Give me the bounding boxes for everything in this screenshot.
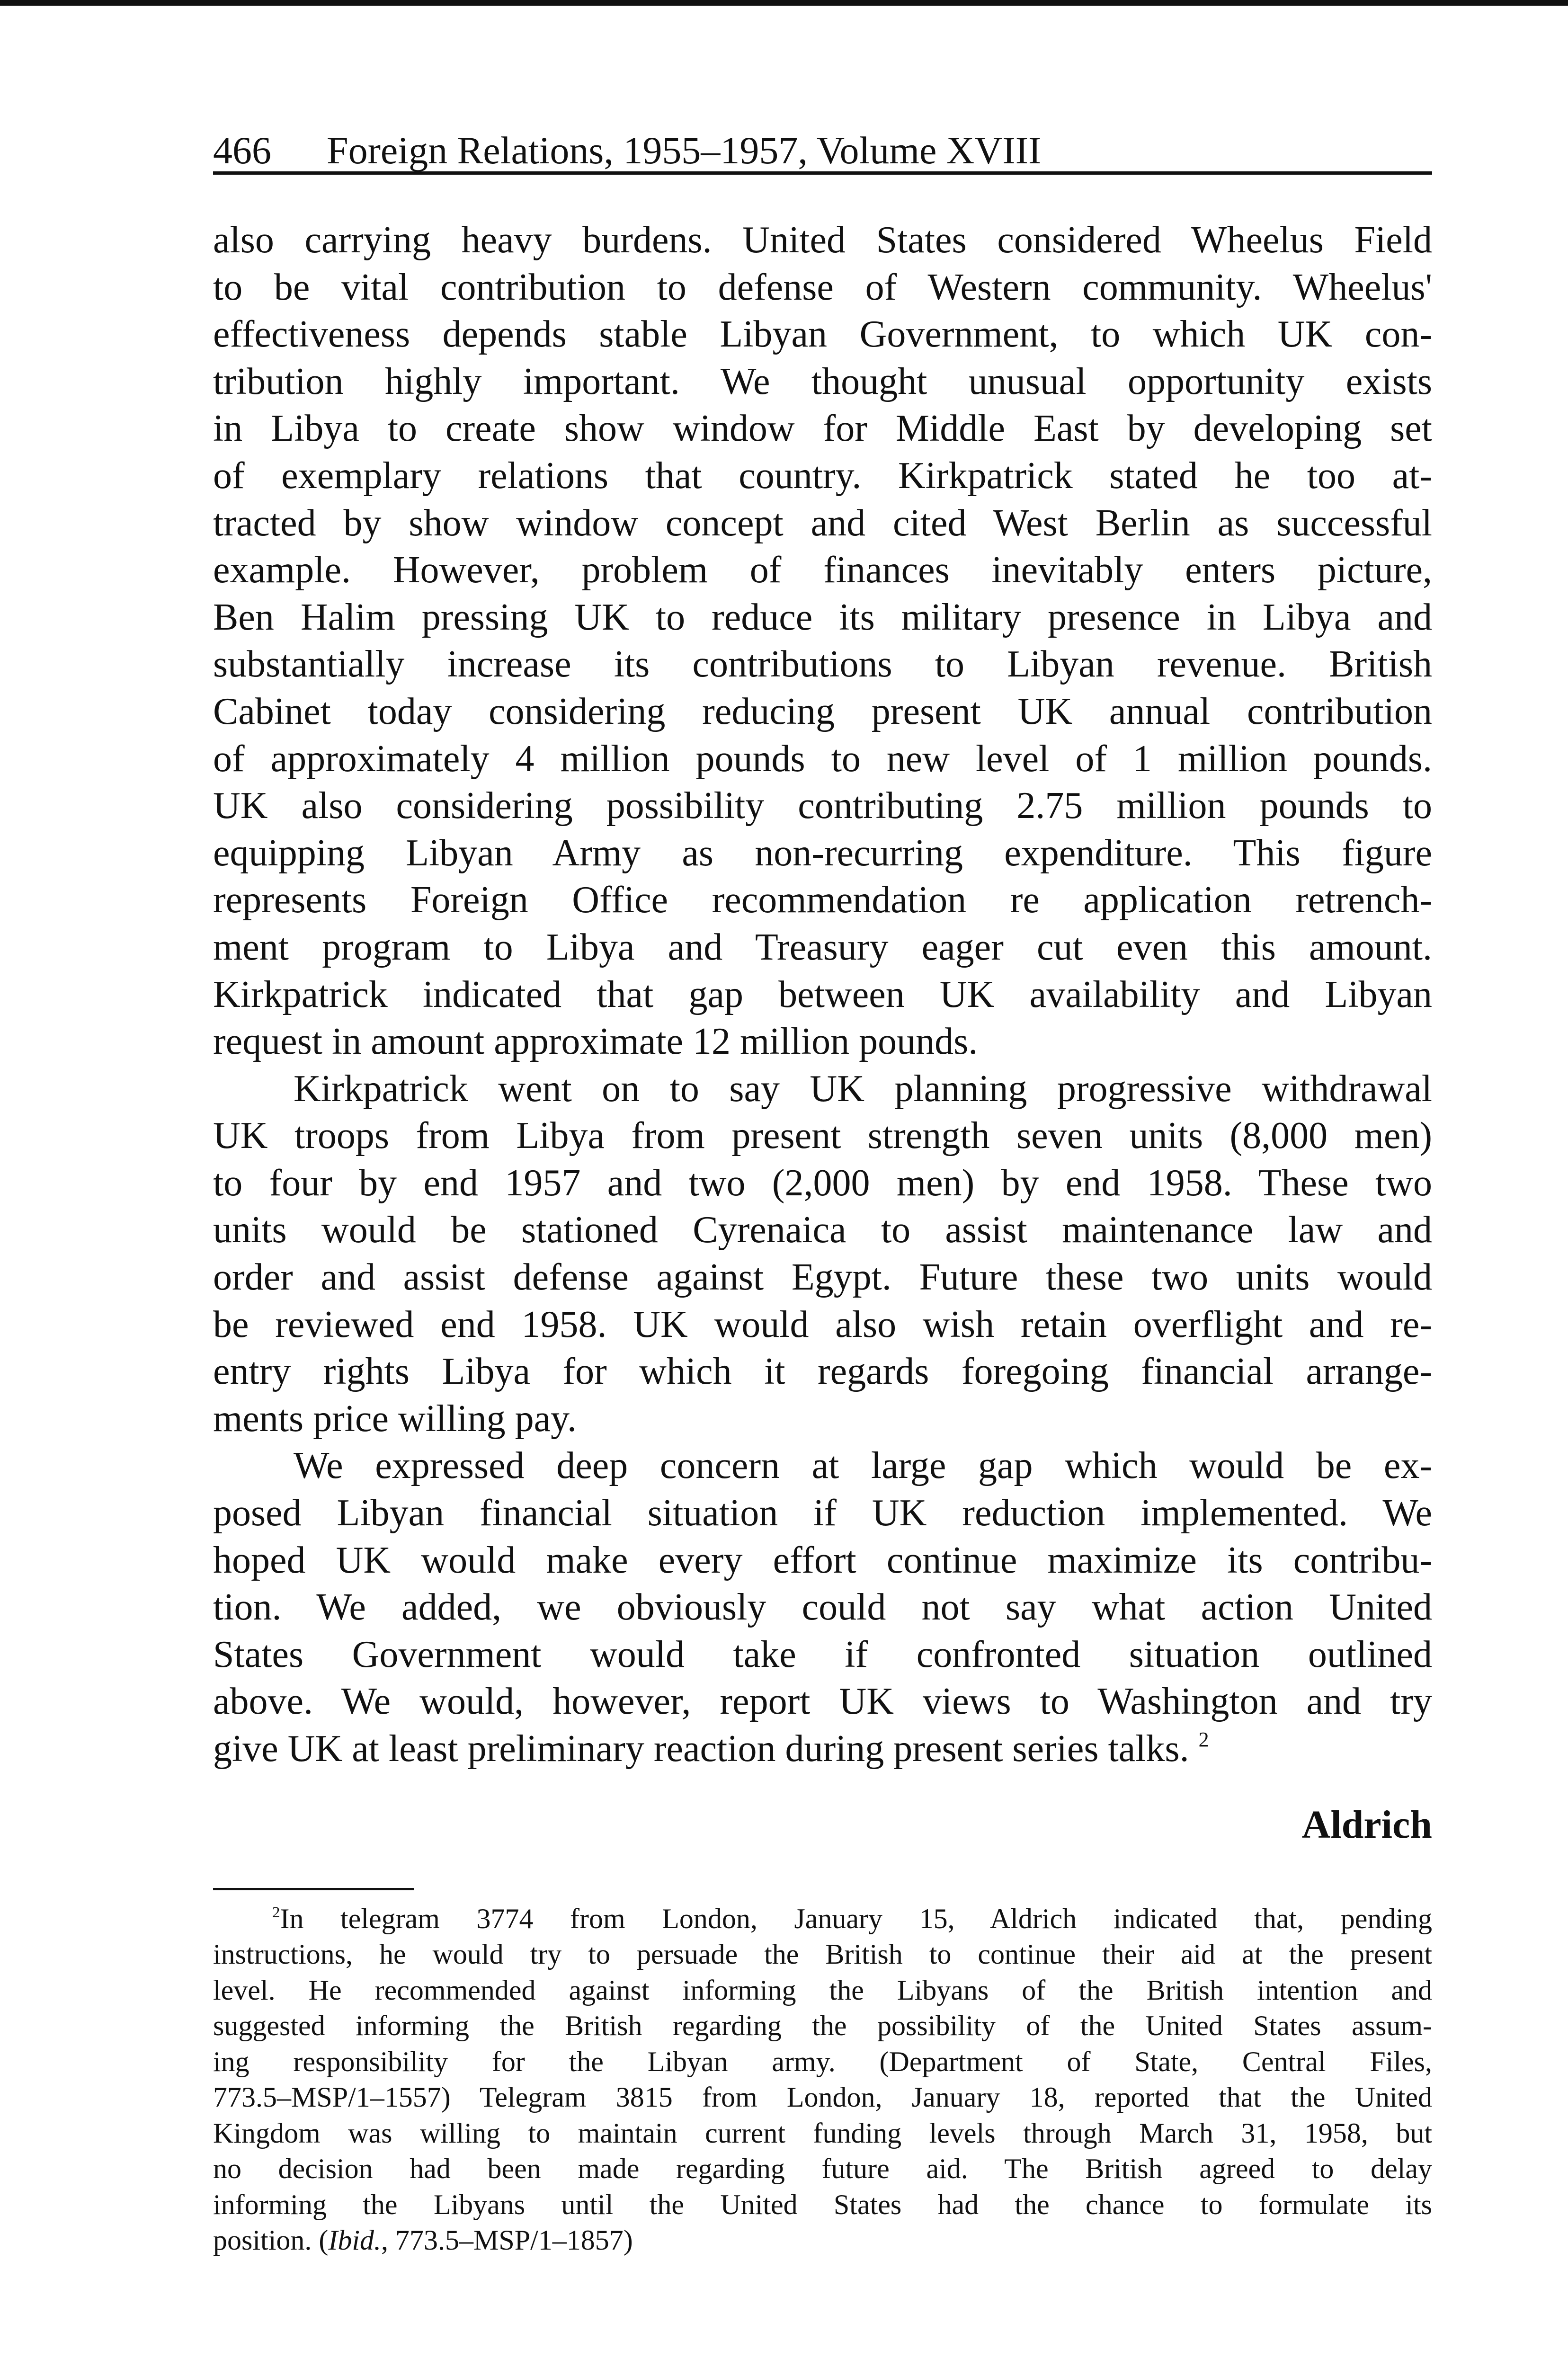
text-line xyxy=(213,783,1432,830)
text-line xyxy=(213,1584,1432,1631)
text-line xyxy=(213,1018,1432,1066)
text-line xyxy=(213,358,1432,406)
text-line xyxy=(213,1112,1432,1160)
footnote-line xyxy=(213,2008,1432,2044)
line-text: be reviewed end 1958. UK would also wish retain overflight and re- xyxy=(213,1303,1432,1345)
volume-title: Foreign Relations, 1955–1957, Volume XVIII xyxy=(327,129,1042,172)
line-text: of exemplary relations that country. Kirkpatrick stated he too at- xyxy=(213,454,1432,497)
text-line xyxy=(213,1442,1432,1490)
footnote-line xyxy=(213,2080,1432,2116)
text-line xyxy=(213,217,1432,264)
line-text: tracted by show window concept and cited West Berlin as successful xyxy=(213,502,1432,544)
page-number: 466 xyxy=(213,129,271,172)
text-line xyxy=(213,971,1432,1019)
text-line xyxy=(213,1537,1432,1584)
body-text xyxy=(213,217,1432,1773)
line-text: to be vital contribution to defense of Western community. Wheelus' xyxy=(213,266,1432,308)
line-text: example. However, problem of finances inevitably enters picture, xyxy=(213,549,1432,591)
line-text: Kirkpatrick went on to say UK planning progressive withdrawal xyxy=(294,1068,1432,1110)
line-text: Kingdom was willing to maintain current funding levels through March 31, 1958, but xyxy=(213,2117,1432,2149)
line-text: no decision had been made regarding future aid. The British agreed to delay xyxy=(213,2153,1432,2185)
text-line xyxy=(213,1396,1432,1443)
footnote-line xyxy=(213,2151,1432,2187)
line-text: above. We would, however, report UK views to Washington and try xyxy=(213,1681,1432,1723)
line-text: in Libya to create show window for Middle East by developing set xyxy=(213,408,1432,450)
text-line xyxy=(213,1160,1432,1207)
text-line xyxy=(213,1348,1432,1396)
paragraph xyxy=(213,1066,1432,1443)
text-line xyxy=(213,1631,1432,1679)
text-line xyxy=(213,1066,1432,1113)
text-line xyxy=(213,311,1432,358)
line-text: give UK at least preliminary reaction during present series talks. xyxy=(213,1728,1189,1770)
citation-ibid: Ibid. xyxy=(328,2225,381,2256)
line-text: request in amount approximate 12 million pounds. xyxy=(213,1021,978,1063)
footnote-line xyxy=(213,2187,1432,2223)
line-text: units would be stationed Cyrenaica to assist maintenance law and xyxy=(213,1209,1432,1251)
footnote-line xyxy=(213,2044,1432,2080)
footnote-line xyxy=(213,1901,1432,1937)
footnote-line xyxy=(213,2223,1432,2259)
text-line xyxy=(213,264,1432,311)
line-text: entry rights Libya for which it regards foregoing financial arrange- xyxy=(213,1351,1432,1393)
line-text: tion. We added, we obviously could not say what action United xyxy=(213,1586,1432,1628)
line-text: represents Foreign Office recommendation re application retrench- xyxy=(213,879,1432,921)
line-text: position. ( xyxy=(213,2225,329,2256)
line-text: tribution highly important. We thought unusual opportunity exists xyxy=(213,360,1432,402)
line-text: also carrying heavy burdens. United States considered Wheelus Field xyxy=(213,219,1432,261)
running-header xyxy=(213,128,1432,173)
line-text: Cabinet today considering reducing present UK annual contribution xyxy=(213,690,1432,732)
line-text: UK troops from Libya from present strength seven units (8,000 men) xyxy=(213,1115,1432,1157)
line-text: We expressed deep concern at large gap which would be ex- xyxy=(294,1445,1432,1487)
line-text: informing the Libyans until the United States had the chance to formulate its xyxy=(213,2189,1432,2220)
line-text: 773.5–MSP/1–1557) Telegram 3815 from London, January 18, reported that the United xyxy=(213,2082,1432,2113)
line-text: hoped UK would make every effort continue maximize its contribu- xyxy=(213,1539,1432,1581)
line-text: UK also considering possibility contributing 2.75 million pounds to xyxy=(213,785,1432,827)
line-text: substantially increase its contributions to Libyan revenue. British xyxy=(213,643,1432,685)
footnote-line xyxy=(213,1937,1432,1973)
line-text: Ben Halim pressing UK to reduce its military presence in Libya and xyxy=(213,596,1432,638)
text-line xyxy=(213,1207,1432,1254)
footnote xyxy=(213,1901,1432,2259)
line-text: instructions, he would try to persuade the British to continue their aid at the present xyxy=(213,1939,1432,1970)
line-text: In telegram 3774 from London, January 15, Aldrich indicated that, pending xyxy=(280,1903,1432,1934)
text-line xyxy=(213,1254,1432,1301)
scan-border xyxy=(0,0,1568,6)
text-line xyxy=(213,641,1432,688)
paragraph xyxy=(213,217,1432,1066)
footnote-marker: 2 xyxy=(272,1904,280,1921)
line-text: level. He recommended against informing the Libyans of the British intention and xyxy=(213,1974,1432,2006)
line-text: Kirkpatrick indicated that gap between UK availability and Libyan xyxy=(213,973,1432,1015)
text-line xyxy=(213,1678,1432,1726)
line-text: of approximately 4 million pounds to new level of 1 million pounds. xyxy=(213,738,1432,780)
line-text: , 773.5–MSP/1–1857) xyxy=(381,2225,633,2256)
text-line xyxy=(213,877,1432,924)
paragraph xyxy=(213,1442,1432,1772)
text-line xyxy=(213,1490,1432,1537)
text-line xyxy=(213,547,1432,594)
text-line xyxy=(213,924,1432,971)
signature: Aldrich xyxy=(1301,1802,1432,1847)
text-line xyxy=(213,500,1432,547)
footnote-reference: 2 xyxy=(1198,1728,1209,1752)
line-text: ments price willing pay. xyxy=(213,1397,577,1440)
text-line xyxy=(213,1301,1432,1349)
line-text: suggested informing the British regarding the possibility of the United States assum- xyxy=(213,2010,1432,2042)
line-text: equipping Libyan Army as non-recurring expenditure. This figure xyxy=(213,832,1432,874)
line-text: posed Libyan financial situation if UK reduction implemented. We xyxy=(213,1492,1432,1534)
footnote-rule xyxy=(213,1888,414,1890)
line-text: ing responsibility for the Libyan army. (Department of State, Central Files, xyxy=(213,2046,1432,2077)
text-line xyxy=(213,1726,1432,1773)
line-text: States Government would take if confronted situation outlined xyxy=(213,1633,1432,1675)
text-line xyxy=(213,453,1432,500)
footnote-line xyxy=(213,2116,1432,2152)
line-text: to four by end 1957 and two (2,000 men) by end 1958. These two xyxy=(213,1162,1432,1204)
text-line xyxy=(213,594,1432,641)
text-line xyxy=(213,830,1432,877)
text-line xyxy=(213,405,1432,453)
line-text: order and assist defense against Egypt. Future these two units would xyxy=(213,1256,1432,1299)
text-line xyxy=(213,688,1432,736)
line-text: ment program to Libya and Treasury eager cut even this amount. xyxy=(213,926,1432,968)
footnote-line xyxy=(213,1973,1432,2009)
line-text: effectiveness depends stable Libyan Government, to which UK con- xyxy=(213,313,1432,356)
text-line xyxy=(213,736,1432,783)
